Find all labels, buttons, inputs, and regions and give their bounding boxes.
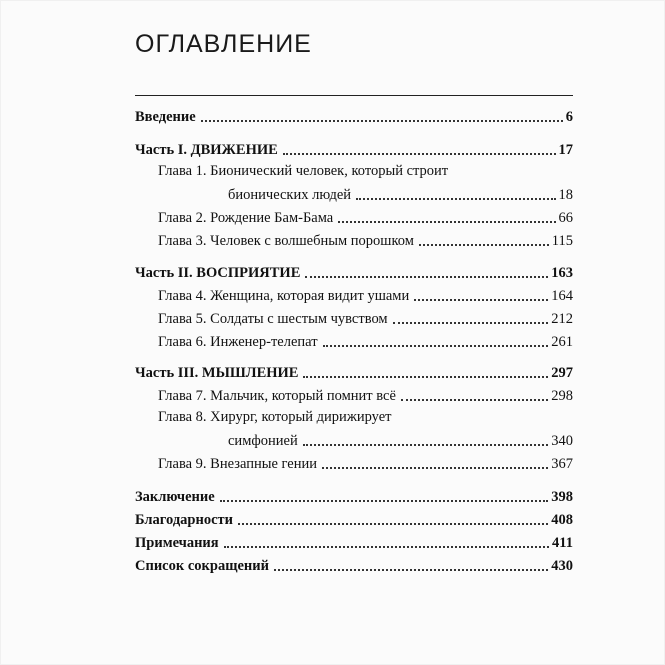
toc-entry-page: 298	[551, 388, 573, 404]
toc-entry-acknowledgements[interactable]	[0, 507, 573, 529]
toc-entry-chapter-1[interactable]	[0, 182, 573, 204]
toc-entry-label: Список сокращений	[135, 558, 269, 574]
toc-entry-conclusion[interactable]	[0, 484, 573, 506]
toc-entry-label: Благодарности	[135, 512, 234, 528]
toc-entry-page: 212	[551, 311, 573, 327]
toc-entry-label-line1: Глава 1. Бионический человек, который строит	[158, 163, 449, 179]
toc-entry-label-line1: Глава 8. Хирург, который дирижирует	[158, 409, 392, 425]
toc-entry-page: 340	[551, 433, 573, 449]
dot-leader	[419, 243, 549, 246]
toc-entry-page: 6	[565, 109, 573, 125]
page-title: ОГЛАВЛЕНИЕ	[135, 30, 312, 58]
toc-entry-chapter-7[interactable]	[0, 383, 573, 405]
dot-leader	[322, 466, 548, 469]
toc-entry-label: симфонией	[228, 433, 298, 449]
dot-leader	[220, 499, 549, 502]
toc-entry-page: 367	[551, 456, 573, 472]
toc-entry-page: 164	[551, 288, 573, 304]
toc-entry-label: Глава 2. Рождение Бам-Бама	[158, 210, 334, 226]
toc-entry-part-2[interactable]	[0, 260, 573, 282]
toc-entry-label: Примечания	[135, 535, 219, 551]
dot-leader	[356, 197, 555, 200]
toc-entry-page: 297	[551, 365, 573, 381]
toc-entry-chapter-9[interactable]	[0, 451, 573, 473]
toc-entry-page: 411	[552, 535, 573, 551]
toc-entry-chapter-5[interactable]	[0, 306, 573, 328]
toc-entry-chapter-6[interactable]	[0, 329, 573, 351]
toc-entry-page: 66	[558, 210, 573, 226]
toc-entry-label: Заключение	[135, 489, 215, 505]
dot-leader	[401, 398, 548, 401]
dot-leader	[338, 220, 555, 223]
dot-leader	[305, 275, 548, 278]
title-rule	[135, 95, 573, 96]
dot-leader	[393, 321, 549, 324]
toc-entry-label: Часть III. МЫШЛЕНИЕ	[135, 365, 299, 381]
toc-entry-label: Глава 6. Инженер-телепат	[158, 334, 318, 350]
toc-entry-page: 18	[558, 187, 573, 203]
toc-entry-page: 261	[551, 334, 573, 350]
dot-leader	[323, 344, 549, 347]
toc-entry-introduction[interactable]	[0, 104, 573, 126]
toc-entry-page: 17	[558, 142, 573, 158]
toc-entry-label: Глава 4. Женщина, которая видит ушами	[158, 288, 410, 304]
dot-leader	[201, 119, 563, 122]
toc-entry-chapter-4[interactable]	[0, 283, 573, 305]
toc-entry-page: 163	[551, 265, 573, 281]
toc-entry-abbreviations[interactable]	[0, 553, 573, 575]
toc-entry-part-3[interactable]	[0, 360, 573, 382]
toc-entry-label: Глава 7. Мальчик, который помнит всё	[158, 388, 396, 404]
toc-entry-chapter-3[interactable]	[0, 228, 573, 250]
toc-entry-label: бионических людей	[228, 187, 352, 203]
toc-entry-page: 115	[551, 233, 573, 249]
toc-entry-page: 398	[551, 489, 573, 505]
toc-entry-label: Глава 5. Солдаты с шестым чувством	[158, 311, 388, 327]
toc-entry-label: Глава 3. Человек с волшебным порошком	[158, 233, 414, 249]
toc-entry-chapter-2[interactable]	[0, 205, 573, 227]
dot-leader	[303, 443, 549, 446]
toc-entry-label: Часть II. ВОСПРИЯТИЕ	[135, 265, 301, 281]
dot-leader	[303, 375, 548, 378]
dot-leader	[224, 545, 549, 548]
toc-entry-page: 408	[551, 512, 573, 528]
toc-entry-part-1[interactable]	[0, 137, 573, 159]
toc-entry-notes[interactable]	[0, 530, 573, 552]
dot-leader	[283, 152, 556, 155]
dot-leader	[274, 568, 548, 571]
dot-leader	[238, 522, 548, 525]
toc-entry-page: 430	[551, 558, 573, 574]
toc-entry-label: Глава 9. Внезапные гении	[158, 456, 317, 472]
dot-leader	[414, 298, 548, 301]
toc-entry-label: Введение	[135, 109, 196, 125]
toc-entry-chapter-8[interactable]	[0, 428, 573, 450]
toc-entry-label: Часть I. ДВИЖЕНИЕ	[135, 142, 278, 158]
